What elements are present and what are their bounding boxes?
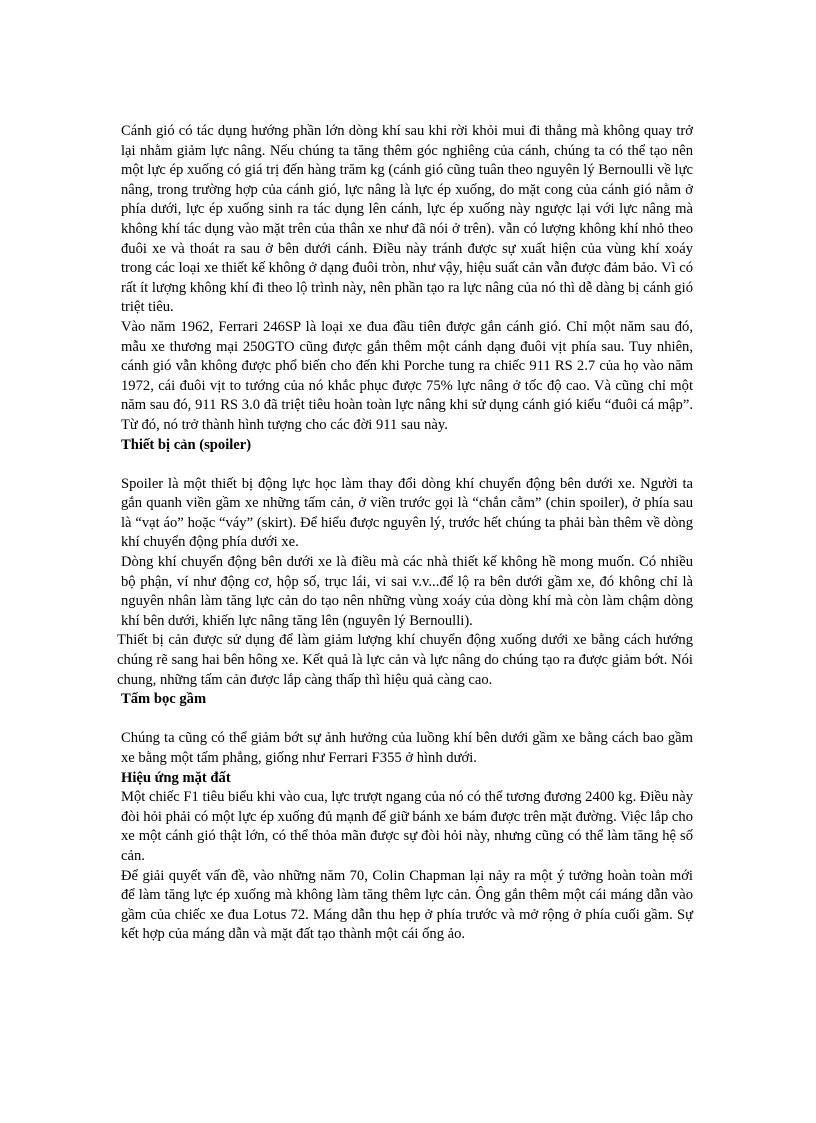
body-paragraph: Chúng ta cũng có thể giảm bớt sự ảnh hưởng của luồng khí bên dưới gầm xe bằng cách bao gầm xe bằng một tấm phẳng, giống như Ferrari F355 ở hình dưới. <box>121 730 693 766</box>
body-paragraph: Thiết bị cản được sử dụng để làm giảm lượng khí chuyển động xuống dưới xe bằng cách hướng chúng rẽ sang hai bên hông xe. Kết quả là lực cản và lực nâng do chúng tạo ra được giảm bớt. Nói chung, những tấm cản được lắp càng thấp thì hiệu quả càng cao. <box>117 632 693 688</box>
body-paragraph: Spoiler là một thiết bị động lực học làm thay đổi dòng khí chuyển động bên dưới xe. Người ta gắn quanh viền gầm xe những tấm cản, ở viền trước gọi là “chắn cằm” (chin spoiler), ở phía sau là “vạt áo” hoặc “váy” (skirt). Để hiểu được nguyên lý, trước hết chúng ta phải bàn thêm về dòng khí chuyển động phía dưới xe. <box>121 475 693 551</box>
body-paragraph: Vào năm 1962, Ferrari 246SP là loại xe đua đầu tiên được gắn cánh gió. Chỉ một năm sau đó, mẫu xe thương mại 250GTO cũng được gắn thêm một cánh dạng đuôi vịt phía sau. Tuy nhiên, cánh gió vẫn không được phổ biến cho đến khi Porche tung ra chiếc 911 RS 2.7 của họ vào năm 1972, cái đuôi vịt to tướng của nó khắc phục được 75% lực nâng ở tốc độ cao. Và cũng chỉ một năm sau đó, 911 RS 3.0 đã triệt tiêu hoàn toàn lực nâng khi sử dụng cánh gió kiểu “đuôi cá mập”. Từ đó, nó trở thành hình tượng cho các đời 911 sau này. <box>121 318 693 433</box>
document-page <box>117 122 693 945</box>
blank-line <box>121 710 693 730</box>
section-heading: Hiệu ứng mặt đất <box>121 769 231 786</box>
blank-line <box>121 455 693 475</box>
body-paragraph: Cánh gió có tác dụng hướng phần lớn dòng khí sau khi rời khỏi mui đi thẳng mà không quay trở lại nhằm giảm lực nâng. Nếu chúng ta tăng thêm góc nghiêng của cánh, chúng ta có thể tạo nên một lực ép xuống có giá trị đến hàng trăm kg (cánh gió cũng tuân theo nguyên lý Bernoulli về lực nâng, trong trường hợp của cánh gió, lực nâng là lực ép xuống, do mặt cong của cánh gió nằm ở phía dưới, lực ép xuống sinh ra tác dụng lên cánh, lực ép xuống này ngược lại với lực nâng mà không khí tác dụng vào mặt trên của thân xe như đã nói ở trên). vẫn có lượng không khí nhỏ theo đuôi xe và thoát ra sau ở bên dưới cánh. Điều này tránh được sự xuất hiện của vùng khí xoáy trong các loại xe thiết kế không ở dạng đuôi tròn, như vậy, hiệu suất cản vẫn được đảm bảo. Vì có rất ít lượng không khí đi theo lộ trình này, nên phần tạo ra lực nâng của nó thì dễ dàng bị cánh gió triệt tiêu. <box>121 123 693 316</box>
body-paragraph: Để giải quyết vấn đề, vào những năm 70, Colin Chapman lại nảy ra một ý tưởng hoàn toàn mới để làm tăng lực ép xuống mà không làm tăng thêm lực cản. Ông gắn thêm một cái máng dẫn vào gầm của chiếc xe đua Lotus 72. Máng dẫn thu hẹp ở phía trước và mở rộng ở phía cuối gầm. Sự kết hợp của máng dẫn và mặt đất tạo thành một cái ống ảo. <box>121 867 693 943</box>
body-paragraph: Một chiếc F1 tiêu biểu khi vào cua, lực trượt ngang của nó có thể tương đương 2400 kg. Điều này đòi hỏi phải có một lực ép xuống đủ mạnh để giữ bánh xe bám được trên mặt đường. Việc lắp cho xe một cánh gió thật lớn, có thể thỏa mãn được sự đòi hỏi này, nhưng cũng có thể làm tăng hệ số cản. <box>121 789 693 864</box>
section-heading: Thiết bị cản (spoiler) <box>121 436 252 453</box>
body-paragraph: Dòng khí chuyển động bên dưới xe là điều mà các nhà thiết kế không hề mong muốn. Có nhiều bộ phận, ví như động cơ, hộp số, trục lái, vi sai v.v...để lộ ra bên dưới gầm xe, đó không chỉ là nguyên nhân làm tăng lực cản do tạo nên những vùng xoáy của dòng khí mà còn làm chậm dòng khí bên dưới, khiến lực nâng tăng lên (nguyên lý Bernoulli). <box>121 554 693 629</box>
section-heading: Tấm bọc gầm <box>121 691 207 708</box>
